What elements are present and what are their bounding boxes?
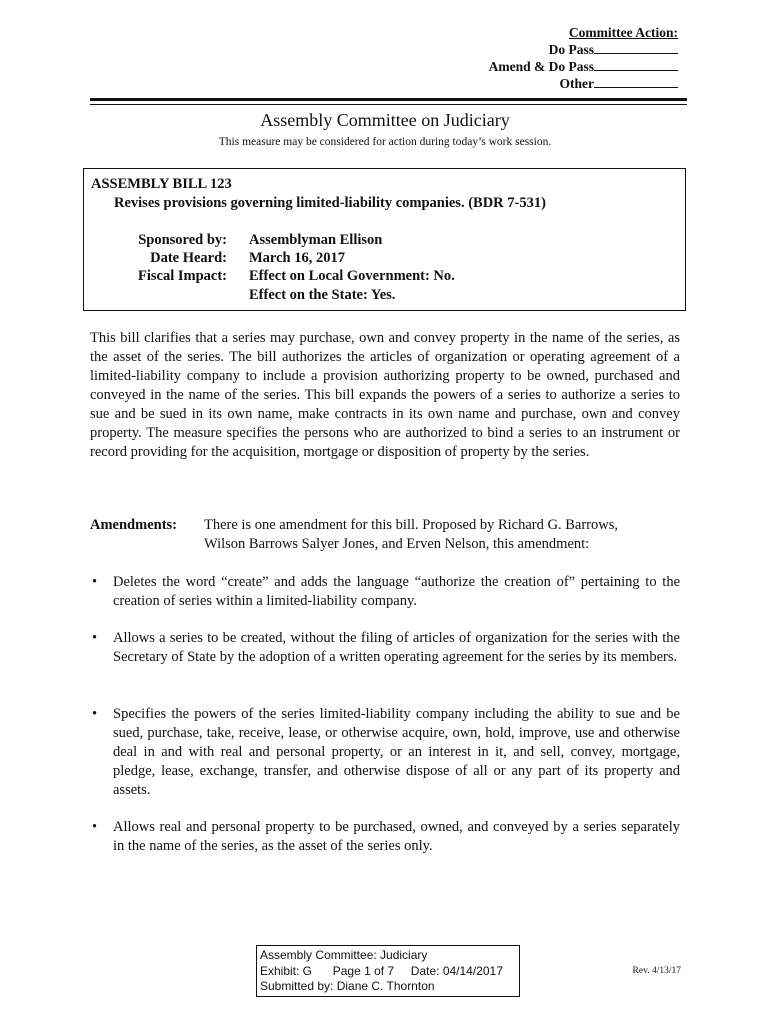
sponsored-by-label: Sponsored by: [138, 232, 227, 248]
bill-description: Revises provisions governing limited-liability companies. (BDR 7-531) [114, 195, 546, 211]
committee-action-block [378, 24, 678, 92]
committee-action-amend-do-pass [378, 58, 678, 75]
exhibit-committee: Assembly Committee: Judiciary [260, 948, 428, 962]
bill-info-box [83, 168, 686, 311]
amendment-bullet-text: Specifies the powers of the series limited-liability company including the ability to sue and be sued, purchase, take, receive, lease, or otherwise acquire, own, hold, improve, use and otherwise deal in and with real and personal property, or an interest in it, and sell, convey, mortgage, pledge, lease, exchange, transfer, and otherwise dispose of all or any part of its property and assets. [113, 706, 680, 798]
amendments-intro-line: There is one amendment for this bill. Proposed by Richard G. Barrows, [204, 517, 618, 533]
exhibit-submitted-by: Submitted by: Diane C. Thornton [260, 979, 435, 993]
bullet-dot-icon: • [92, 819, 98, 835]
amendment-bullet-text: Allows a series to be created, without the filing of articles of organization for the series with the Secretary of State by the adoption of a written operating agreement for the series by its members. [113, 630, 680, 665]
committee-action-do-pass [378, 41, 678, 58]
committee-action-option-label: Other [559, 76, 594, 91]
amendment-bullet-text: Allows real and personal property to be purchased, owned, and conveyed by a series separately in the name of the series, as the asset of the series only. [113, 819, 680, 854]
fiscal-impact-state: Effect on the State: Yes. [249, 287, 396, 303]
bullet-dot-icon: • [92, 630, 98, 646]
header-rule-thin [90, 104, 687, 105]
exhibit-stamp [256, 945, 520, 997]
committee-action-other [378, 75, 678, 92]
committee-action-title: Committee Action: [568, 25, 678, 40]
committee-name: Assembly Committee on Judiciary [260, 110, 510, 130]
amend-do-pass-blank [594, 58, 678, 71]
do-pass-blank [594, 41, 678, 54]
committee-action-option-label: Amend & Do Pass [488, 59, 594, 74]
date-heard-label: Date Heard: [150, 250, 227, 266]
exhibit-letter: Exhibit: G [260, 963, 313, 978]
session-note: This measure may be considered for action during today’s work session. [218, 136, 552, 148]
bullet-dot-icon: • [92, 574, 98, 590]
exhibit-date: Date: 04/14/2017 [410, 963, 503, 978]
revision-date: Rev. 4/13/17 [632, 966, 681, 976]
sponsored-by-value: Assemblyman Ellison [249, 232, 383, 248]
bullet-dot-icon: • [92, 706, 98, 722]
fiscal-impact-local: Effect on Local Government: No. [249, 268, 455, 284]
header-rule-thick [90, 98, 687, 101]
bill-summary: This bill clarifies that a series may purchase, own and convey property in the name of the series, as the asset of the series. The bill authorizes the articles of organization or operating agreement of a limited-liability company to include a provision authorizing property to be owned, purchased and conveyed in the name of the series. This bill expands the powers of a series to authorize a series to sue and be sued in its own name, make contracts in its own name and purchase, own and convey property. The measure specifies the persons who are authorized to bind a series to an instrument or record providing for the acquisition, mortgage or disposition of property by the series. [90, 330, 680, 460]
exhibit-details-row [260, 964, 519, 980]
fiscal-impact-label: Fiscal Impact: [138, 268, 227, 284]
bill-number: ASSEMBLY BILL 123 [91, 176, 232, 192]
date-heard-value: March 16, 2017 [249, 250, 345, 266]
committee-action-option-label: Do Pass [548, 42, 594, 57]
amendments-label: Amendments: [90, 517, 177, 533]
amendments-intro [204, 516, 674, 554]
amendment-bullet-text: Deletes the word “create” and adds the language “authorize the creation of” pertaining to the creation of series within a limited-liability company. [113, 574, 680, 609]
other-blank [594, 75, 678, 88]
amendments-intro-line: Wilson Barrows Salyer Jones, and Erven Nelson, this amendment: [204, 536, 590, 552]
exhibit-page: Page 1 of 7 [332, 963, 395, 978]
